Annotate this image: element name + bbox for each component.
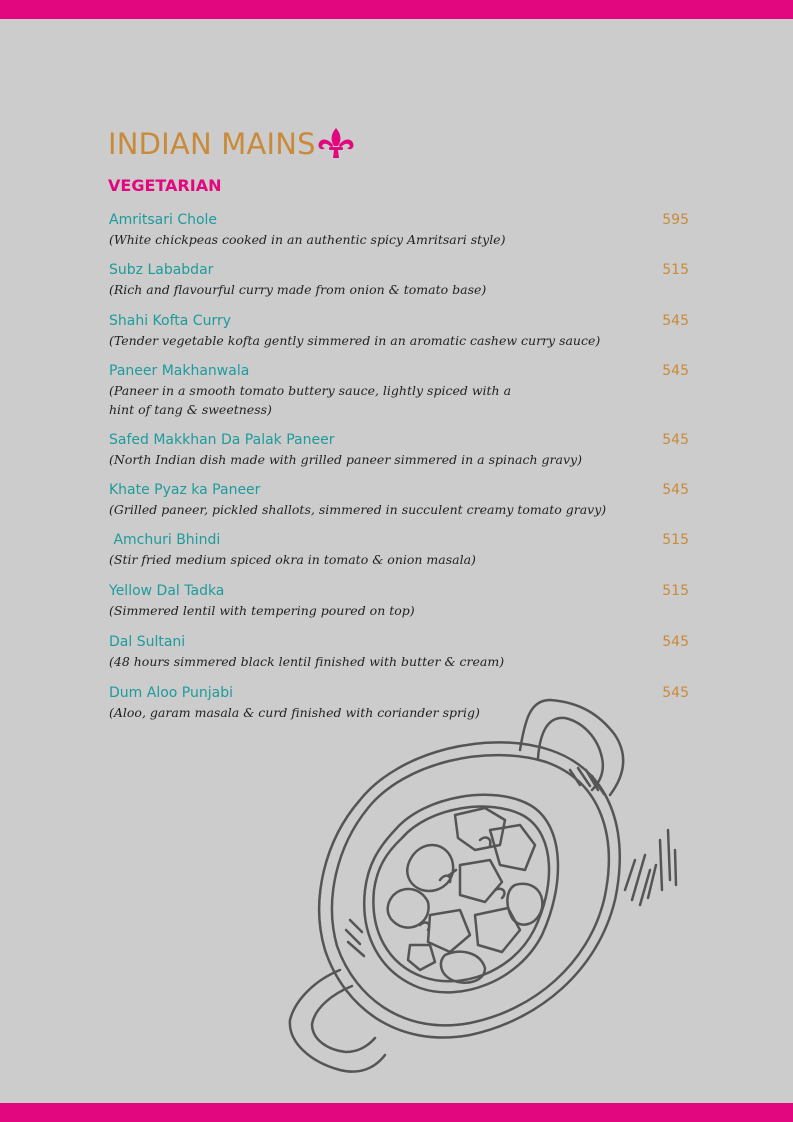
item-name: Dum Aloo Punjabi — [109, 685, 233, 701]
item-name: Amritsari Chole — [109, 212, 218, 228]
section-header — [108, 126, 356, 162]
item-name: Khate Pyaz ka Paneer — [109, 482, 261, 498]
item-description: (Grilled paneer, pickled shallots, simmered in succulent creamy tomato gravy) — [109, 502, 607, 517]
item-description: (North Indian dish made with grilled paneer simmered in a spinach gravy) — [109, 452, 582, 467]
menu-item — [109, 531, 689, 582]
item-description: (48 hours simmered black lentil finished with butter & cream) — [109, 654, 505, 669]
top-accent-bar — [0, 0, 793, 19]
item-price: 515 — [662, 532, 689, 548]
item-name: Dal Sultani — [109, 634, 186, 650]
menu-item — [109, 633, 689, 684]
page-title: INDIAN MAINS — [108, 127, 316, 161]
item-price: 545 — [662, 685, 689, 701]
item-name: Subz Lababdar — [109, 262, 214, 278]
bottom-accent-bar — [0, 1103, 793, 1122]
menu-item — [109, 211, 689, 261]
item-price: 545 — [662, 482, 689, 498]
menu-item — [109, 582, 689, 633]
item-price: 545 — [662, 363, 689, 379]
item-description: (Stir fried medium spiced okra in tomato & onion masala) — [109, 552, 476, 567]
item-name: Shahi Kofta Curry — [109, 313, 232, 329]
menu-item — [109, 481, 689, 531]
item-name: Safed Makkhan Da Palak Paneer — [109, 432, 335, 448]
menu-item — [109, 362, 689, 431]
item-price: 595 — [662, 212, 689, 228]
item-description: (White chickpeas cooked in an authentic spicy Amritsari style) — [109, 232, 506, 247]
item-description: (Aloo, garam masala & curd finished with coriander sprig) — [109, 705, 480, 720]
menu-item — [109, 431, 689, 481]
item-price: 545 — [662, 432, 689, 448]
item-price: 515 — [662, 262, 689, 278]
item-name: Yellow Dal Tadka — [109, 583, 225, 599]
menu-list — [109, 211, 689, 734]
item-name: Amchuri Bhindi — [109, 532, 221, 548]
item-description: (Simmered lentil with tempering poured on top) — [109, 603, 415, 618]
item-name: Paneer Makhanwala — [109, 363, 250, 379]
item-price: 515 — [662, 583, 689, 599]
item-description: (Tender vegetable kofta gently simmered in an aromatic cashew curry sauce) — [109, 333, 601, 348]
fleur-de-lis-icon — [316, 126, 356, 160]
menu-item — [109, 261, 689, 312]
section-subtitle: VEGETARIAN — [108, 176, 222, 195]
item-description: (Rich and flavourful curry made from onion & tomato base) — [109, 282, 487, 297]
item-price: 545 — [662, 634, 689, 650]
item-price: 545 — [662, 313, 689, 329]
item-description: (Paneer in a smooth tomato buttery sauce, lightly spiced with a hint of tang & sweetness) — [109, 383, 512, 417]
curry-bowl-illustration — [280, 690, 700, 1090]
menu-item — [109, 312, 689, 362]
